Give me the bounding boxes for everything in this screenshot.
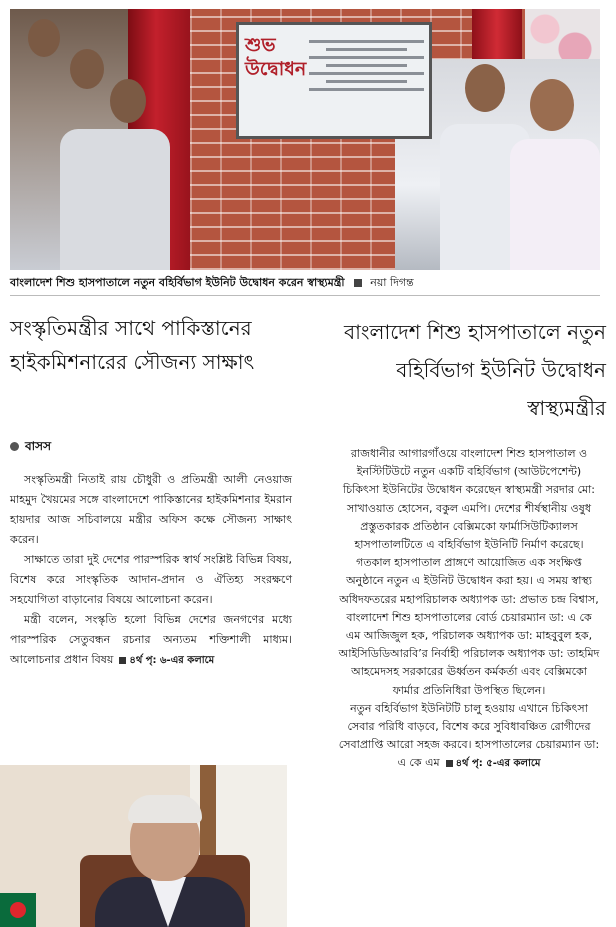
square-bullet-icon	[354, 279, 362, 287]
square-bullet-icon	[446, 760, 453, 767]
paragraph-text: মন্ত্রী বলেন, সংস্কৃতি হলো বিভিন্ন দেশের জনগণের মধ্যে পারস্পরিক সেতুবন্ধন রচনার অন্যতম শক্তিশালী মাধ্যম। আলোচনার প্রধান বিষয়	[10, 613, 292, 666]
paragraph: রাজধানীর আগারগাঁওয়ে বাংলাদেশ শিশু হাসপাতাল ও ইনস্টিটিউটে নতুন একটি বহির্বিভাগ (আউটপেশেন্ট) চিকিৎসা ইউনিটের উদ্বোধন করেছেন স্বাস্থ্যমন্ত্রী সরদার মো: সাখাওয়াত হোসেন, বকুল এমপি। দেশের শীর্ষস্থানীয় ওষুধ প্রস্তুতকারক প্রতিষ্ঠান বেক্সিমকো ফার্মাসিউটিক্যালস হাসপাতালটিতে এ বহির্বিভাগ ইউনিটি নির্মাণ করেছে। গতকাল হাসপাতাল প্রাঙ্গণে আয়োজিত এক সংক্ষিপ্ত অনুষ্ঠানে নতুন এ ইউনিট উদ্বোধন করা হয়। এ সময় স্বাস্থ্য অধিদফতরের মহাপরিচালক অধ্যাপক ডা: প্রভাত চন্দ্র বিশ্বাস, বাংলাদেশ শিশু হাসপাতালের বোর্ড চেয়ারম্যান ডা: এ কে এম আজিজুল হক, পরিচালক অধ্যাপক ডা: মাহবুবুল হক, আইসিডিডিআরবি’র নির্বাহী পরিচালক অধ্যাপক ডা: তাহমিদ আহমেদসহ সরকারের ঊর্ধ্বতন কর্মকর্তা এবং বেক্সিমকো ফার্মার প্রতিনিধিরা উপস্থিত ছিলেন।	[338, 447, 600, 697]
bullet-icon	[10, 442, 19, 451]
paragraph	[10, 610, 292, 671]
person-head	[70, 49, 104, 89]
paragraph	[338, 700, 600, 774]
paragraph: সংস্কৃতিমন্ত্রী নিতাই রায় চৌধুরী ও প্রতিমন্ত্রী আলী নেওয়াজ মাহমুদ খৈয়মের সঙ্গে বাংলাদেশে পাকিস্তানের হাইকমিশনার ইমরান হায়দার আজ সচিবালয়ে মন্ত্রীর অফিস কক্ষে সৌজন্য সাক্ষাৎ করেন।	[10, 473, 292, 546]
inauguration-plaque	[236, 22, 432, 139]
left-byline	[10, 438, 51, 458]
left-article-body	[10, 470, 292, 671]
person-head	[28, 19, 60, 57]
minister-photo	[0, 765, 287, 927]
person-body	[60, 129, 170, 270]
continuation-text: ৪র্থ পৃ: ৫-এর কলামে	[455, 758, 541, 770]
byline-text: বাসস	[25, 439, 52, 453]
plaque-title: শুভ উদ্বোধন	[245, 34, 307, 80]
square-bullet-icon	[119, 657, 126, 664]
paragraph: সাক্ষাতে তারা দুই দেশের পারস্পরিক স্বার্থ সংশ্লিষ্ট বিভিন্ন বিষয়, বিশেষ করে সাংস্কৃতিক আদান-প্রদান ও ঐতিহ্য সংরক্ষণে সহযোগিতা বাড়ানোর বিষয়ে আলোচনা করেন।	[10, 553, 292, 606]
continuation-note[interactable]	[119, 655, 214, 666]
right-headline: বাংলাদেশ শিশু হাসপাতালে নতুন বহির্বিভাগ ইউনিট উদ্বোধন স্বাস্থ্যমন্ত্রীর	[344, 320, 606, 420]
person-hair	[128, 795, 202, 823]
photo-credit: নয়া দিগন্ত	[370, 276, 414, 289]
caption-text: বাংলাদেশ শিশু হাসপাতালে নতুন বহির্বিভাগ ইউনিট উদ্বোধন করেন স্বাস্থ্যমন্ত্রী	[10, 276, 345, 289]
photo-caption	[10, 271, 600, 296]
right-article-body	[338, 445, 600, 774]
person-head	[465, 64, 505, 112]
bangladesh-flag-icon	[0, 893, 36, 927]
inauguration-photo	[10, 9, 600, 270]
paragraph-text: নতুন বহির্বিভাগ ইউনিটটি চালু হওয়ায় এখানে চিকিৎসা সেবার পরিধি বাড়বে, বিশেষ করে সুবিধাবঞ্চিত রোগীদের সেবাপ্রাপ্তি আরো সহজ করবে। হাসপাতালের চেয়ারম্যান ডা: এ কে এম	[338, 701, 600, 770]
plaque-text-lines	[309, 35, 424, 96]
person-body	[510, 139, 600, 270]
person-head	[110, 79, 146, 123]
person-head	[530, 79, 574, 131]
left-headline: সংস্কৃতিমন্ত্রীর সাথে পাকিস্তানের হাইকমিশনারের সৌজন্য সাক্ষাৎ	[10, 316, 255, 374]
continuation-note[interactable]	[446, 758, 541, 769]
continuation-text: ৪র্থ পৃ: ৬-এর কলামে	[129, 655, 215, 666]
